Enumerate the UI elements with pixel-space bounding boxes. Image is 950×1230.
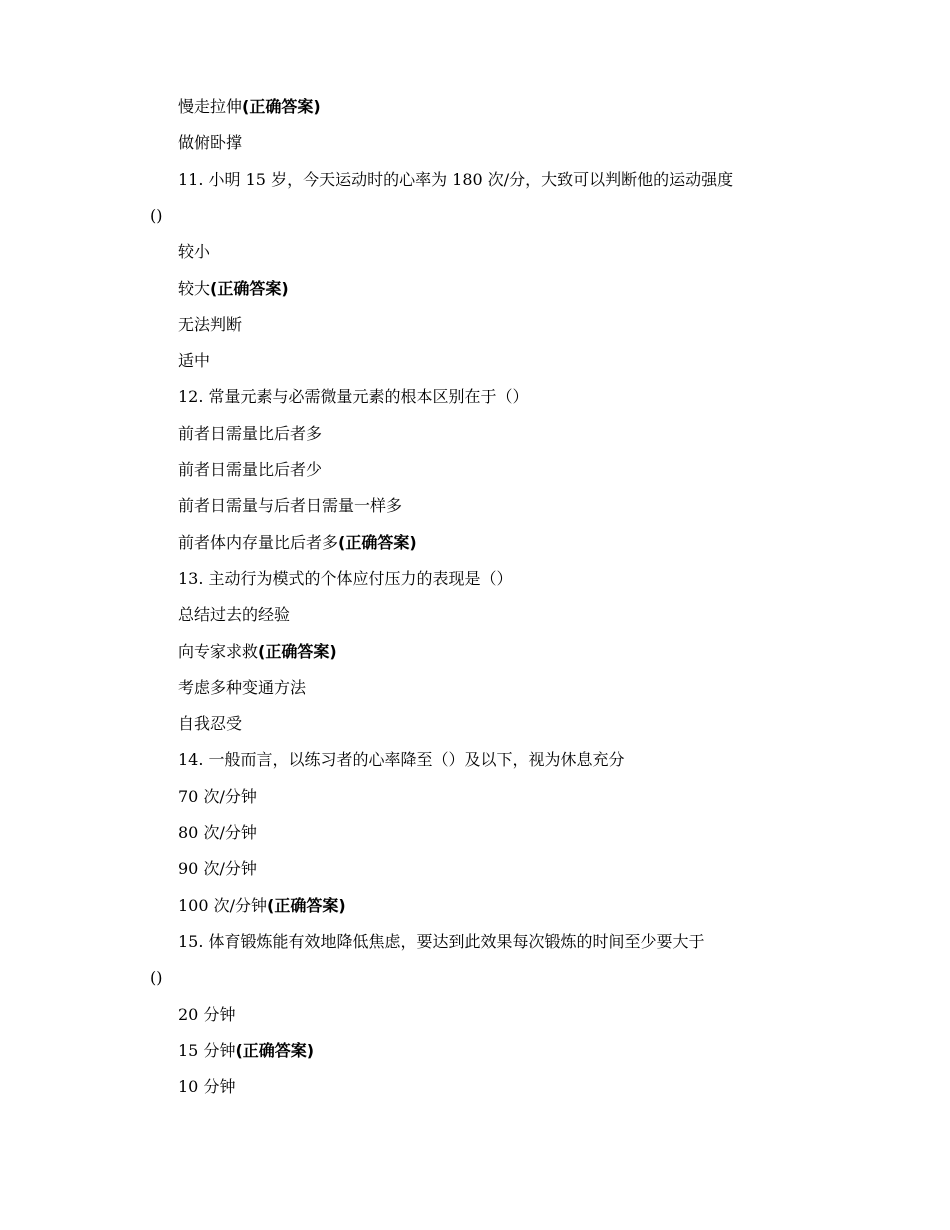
correct-answer-tag: (正确答案) <box>338 532 417 552</box>
option-line <box>178 714 242 734</box>
option-line <box>178 424 322 444</box>
question-text <box>178 387 529 407</box>
option-line <box>178 859 257 879</box>
line-text: 适中 <box>178 351 211 371</box>
line-text: 10 分钟 <box>178 1077 236 1097</box>
line-text: () <box>150 968 163 988</box>
line-text: 较小 <box>178 242 211 262</box>
line-text: 慢走拉伸 <box>178 97 243 116</box>
line-text: 20 分钟 <box>178 1004 236 1024</box>
line-text: 15 分钟 <box>178 1040 236 1060</box>
question-continuation <box>150 206 162 226</box>
option-line <box>178 896 346 916</box>
line-text: 11. 小明 15 岁，今天运动时的心率为 180 次/分，大致可以判断他的运动强度 <box>178 169 734 189</box>
line-text: 考虑多种变通方法 <box>178 677 307 697</box>
question-text <box>178 750 625 770</box>
line-text: 前者日需量比后者多 <box>178 423 323 443</box>
line-text: 较大 <box>178 278 211 298</box>
line-text: 无法判断 <box>178 314 243 334</box>
option-line <box>178 279 289 299</box>
option-line <box>178 133 242 153</box>
line-text: 90 次/分钟 <box>178 859 257 879</box>
line-text: 做俯卧撑 <box>178 133 243 153</box>
line-text: 13. 主动行为模式的个体应付压力的表现是（） <box>178 568 513 588</box>
correct-answer-tag: (正确答案) <box>235 1040 315 1060</box>
line-text: 自我忍受 <box>178 714 243 734</box>
line-text: 前者体内存量比后者多 <box>178 532 339 552</box>
option-line <box>178 533 417 553</box>
line-text: () <box>150 205 163 225</box>
option-line <box>178 242 210 262</box>
line-text: 100 次/分钟 <box>178 895 268 915</box>
correct-answer-tag: (正确答案) <box>258 641 337 661</box>
option-line <box>178 1005 235 1025</box>
option-line <box>178 496 402 516</box>
line-text: 80 次/分钟 <box>178 823 257 842</box>
line-text: 12. 常量元素与必需微量元素的根本区别在于（） <box>178 387 529 407</box>
option-line <box>178 97 321 117</box>
correct-answer-tag: (正确答案) <box>210 278 289 298</box>
question-continuation <box>150 968 162 988</box>
option-line <box>178 1077 235 1097</box>
correct-answer-tag: (正确答案) <box>267 895 346 915</box>
option-line <box>178 351 210 371</box>
line-text: 总结过去的经验 <box>178 605 291 625</box>
option-line <box>178 1041 314 1061</box>
option-line <box>178 678 306 698</box>
option-line <box>178 787 257 807</box>
option-line <box>178 605 290 625</box>
question-text <box>178 569 513 589</box>
line-text: 向专家求救 <box>178 641 259 661</box>
line-text: 14. 一般而言，以练习者的心率降至（）及以下，视为休息充分 <box>178 750 625 770</box>
line-text: 15. 体育锻炼能有效地降低焦虑，要达到此效果每次锻炼的时间至少要大于 <box>178 931 705 951</box>
question-text <box>178 932 705 952</box>
correct-answer-tag: (正确答案) <box>242 97 321 116</box>
line-text: 前者日需量比后者少 <box>178 460 323 479</box>
line-text: 70 次/分钟 <box>178 786 257 806</box>
option-line <box>178 315 242 335</box>
option-line <box>178 460 322 480</box>
option-line <box>178 823 257 843</box>
line-text: 前者日需量与后者日需量一样多 <box>178 496 403 516</box>
question-text <box>178 170 733 190</box>
option-line <box>178 642 337 662</box>
